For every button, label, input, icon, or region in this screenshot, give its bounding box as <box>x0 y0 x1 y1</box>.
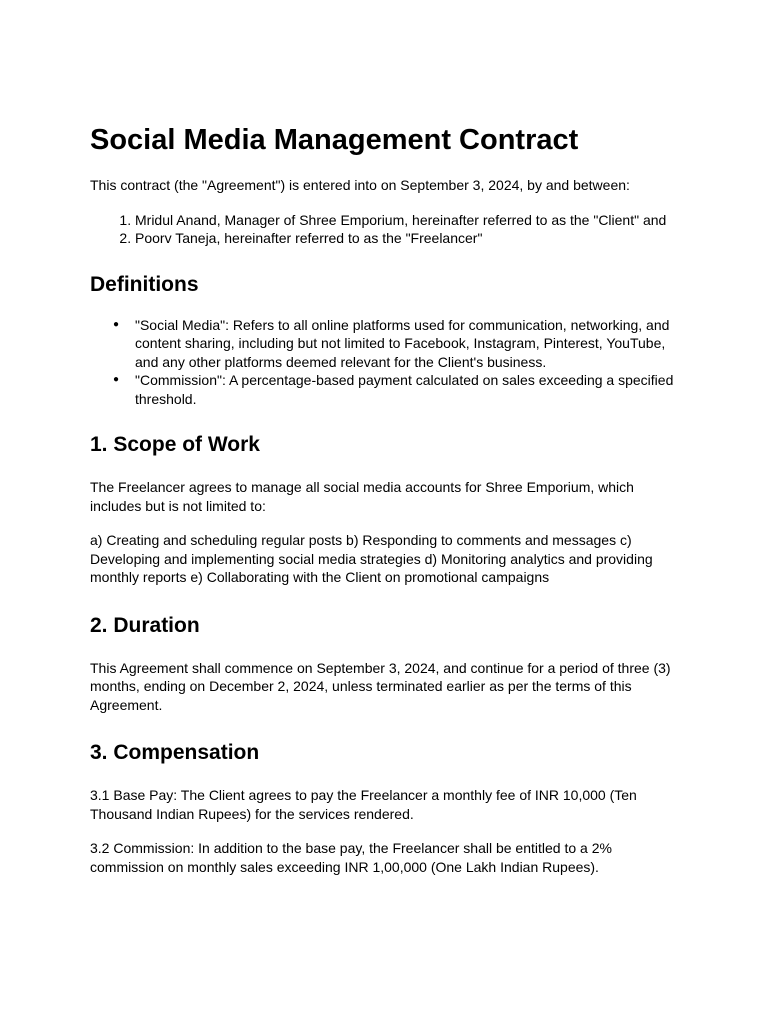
document-title: Social Media Management Contract <box>90 124 579 156</box>
scope-heading: 1. Scope of Work <box>90 433 260 456</box>
definition-item-commission: ● "Commission": A percentage-based payment calculated on sales exceeding a specified threshold. <box>135 371 678 408</box>
party-item-client: 1. Mridul Anand, Manager of Shree Emporium, hereinafter referred to as the "Client" and <box>135 211 678 230</box>
definitions-list <box>90 316 678 409</box>
base-pay-paragraph: 3.1 Base Pay: The Client agrees to pay the Freelancer a monthly fee of INR 10,000 (Ten Thousand Indian Rupees) for the services rendered. <box>90 787 637 822</box>
definition-item-social-media: ● "Social Media": Refers to all online platforms used for communication, networking, and content sharing, including but not limited to Facebook, Instagram, Pinterest, YouTube, and any other platforms deemed relevant for the Client's business. <box>135 316 678 372</box>
duration-paragraph: This Agreement shall commence on September 3, 2024, and continue for a period of three (3) months, ending on December 2, 2024, unless terminated earlier as per the terms of this Agreement. <box>90 659 671 713</box>
scope-tasks-paragraph: a) Creating and scheduling regular posts b) Responding to comments and messages c) Developing and implementing social media strategies d) Monitoring analytics and providing monthly reports e) Collaborating with the Client on promotional campaigns <box>90 532 653 585</box>
parties-list <box>90 211 678 248</box>
commission-paragraph: 3.2 Commission: In addition to the base pay, the Freelancer shall be entitled to a 2% commission on monthly sales exceeding INR 1,00,000 (One Lakh Indian Rupees). <box>90 840 612 875</box>
intro-paragraph: This contract (the "Agreement") is entered into on September 3, 2024, by and between: <box>90 177 630 193</box>
definitions-heading: Definitions <box>90 272 199 296</box>
party-item-freelancer: 2. Poorv Taneja, hereinafter referred to as the "Freelancer" <box>135 229 678 248</box>
duration-heading: 2. Duration <box>90 613 200 637</box>
scope-paragraph: The Freelancer agrees to manage all social media accounts for Shree Emporium, which includes but is not limited to: <box>90 479 634 514</box>
compensation-heading: 3. Compensation <box>90 741 260 764</box>
